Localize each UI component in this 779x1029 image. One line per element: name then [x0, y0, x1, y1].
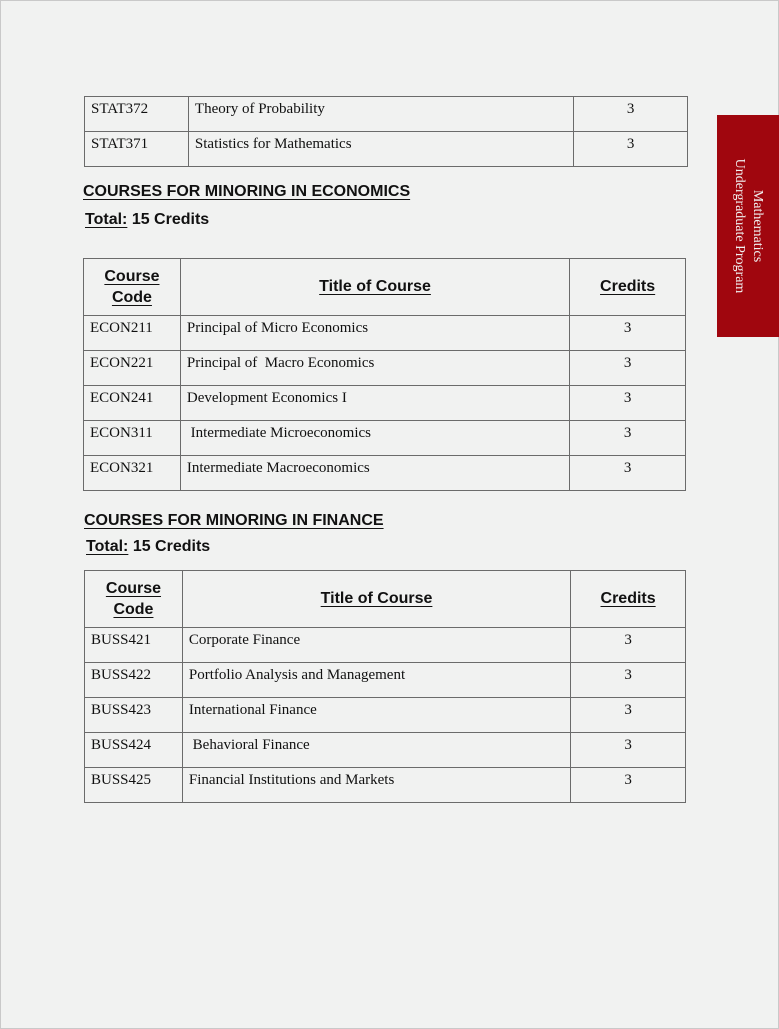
table-row — [84, 386, 686, 421]
course-credits: 3 — [570, 316, 686, 351]
course-credits: 3 — [570, 421, 686, 456]
economics-heading: COURSES FOR MINORING IN ECONOMICS — [83, 183, 411, 200]
side-tab-text — [730, 159, 766, 294]
course-credits: 3 — [574, 132, 688, 167]
course-code: ECON241 — [84, 386, 181, 421]
table-row — [85, 768, 686, 803]
total-value: 15 Credits — [132, 538, 211, 555]
course-code: BUSS423 — [85, 698, 183, 733]
course-title: Statistics for Mathematics — [188, 132, 573, 167]
finance-course-table — [84, 570, 686, 803]
course-code: BUSS425 — [85, 768, 183, 803]
total-label: Total: — [86, 538, 129, 555]
course-credits: 3 — [574, 97, 688, 132]
table-header-row — [85, 571, 686, 628]
math-course-table — [84, 96, 688, 167]
table-row — [85, 663, 686, 698]
course-title: Intermediate Macroeconomics — [180, 456, 569, 491]
course-credits: 3 — [571, 733, 686, 768]
table-row — [84, 351, 686, 386]
course-title: Theory of Probability — [188, 97, 573, 132]
finance-total — [86, 538, 210, 556]
column-header-code: Course Code — [85, 571, 183, 628]
course-title: Corporate Finance — [182, 628, 570, 663]
column-header-code: Course Code — [84, 259, 181, 316]
course-code: STAT371 — [85, 132, 189, 167]
course-title: Intermediate Microeconomics — [180, 421, 569, 456]
course-credits: 3 — [571, 628, 686, 663]
economics-course-table — [83, 258, 686, 491]
course-code: STAT372 — [85, 97, 189, 132]
column-header-credits: Credits — [570, 259, 686, 316]
table-row — [84, 316, 686, 351]
course-code: BUSS421 — [85, 628, 183, 663]
economics-total — [85, 211, 209, 229]
table-row — [85, 733, 686, 768]
column-header-title: Title of Course — [180, 259, 569, 316]
side-tab-line1: Mathematics — [750, 189, 765, 263]
column-header-title: Title of Course — [182, 571, 570, 628]
total-label: Total: — [85, 211, 128, 228]
table-row — [85, 698, 686, 733]
course-code: ECON221 — [84, 351, 181, 386]
course-title: Behavioral Finance — [182, 733, 570, 768]
program-side-tab — [717, 115, 779, 337]
course-title: Portfolio Analysis and Management — [182, 663, 570, 698]
table-row — [85, 97, 688, 132]
course-credits: 3 — [571, 768, 686, 803]
course-code: ECON321 — [84, 456, 181, 491]
table-row — [84, 421, 686, 456]
course-code: ECON311 — [84, 421, 181, 456]
course-code: BUSS422 — [85, 663, 183, 698]
finance-heading: COURSES FOR MINORING IN FINANCE — [84, 512, 384, 529]
course-credits: 3 — [571, 663, 686, 698]
side-tab-line2: Undergraduate Program — [732, 158, 747, 294]
column-header-credits: Credits — [571, 571, 686, 628]
course-credits: 3 — [571, 698, 686, 733]
table-row — [85, 132, 688, 167]
table-header-row — [84, 259, 686, 316]
total-value: 15 Credits — [131, 211, 210, 228]
course-title: Principal of Micro Economics — [180, 316, 569, 351]
course-title: Financial Institutions and Markets — [182, 768, 570, 803]
course-credits: 3 — [570, 386, 686, 421]
course-credits: 3 — [570, 351, 686, 386]
course-title: Development Economics I — [180, 386, 569, 421]
course-credits: 3 — [570, 456, 686, 491]
table-row — [85, 628, 686, 663]
course-title: International Finance — [182, 698, 570, 733]
table-row — [84, 456, 686, 491]
course-code: ECON211 — [84, 316, 181, 351]
course-title: Principal of Macro Economics — [180, 351, 569, 386]
course-code: BUSS424 — [85, 733, 183, 768]
